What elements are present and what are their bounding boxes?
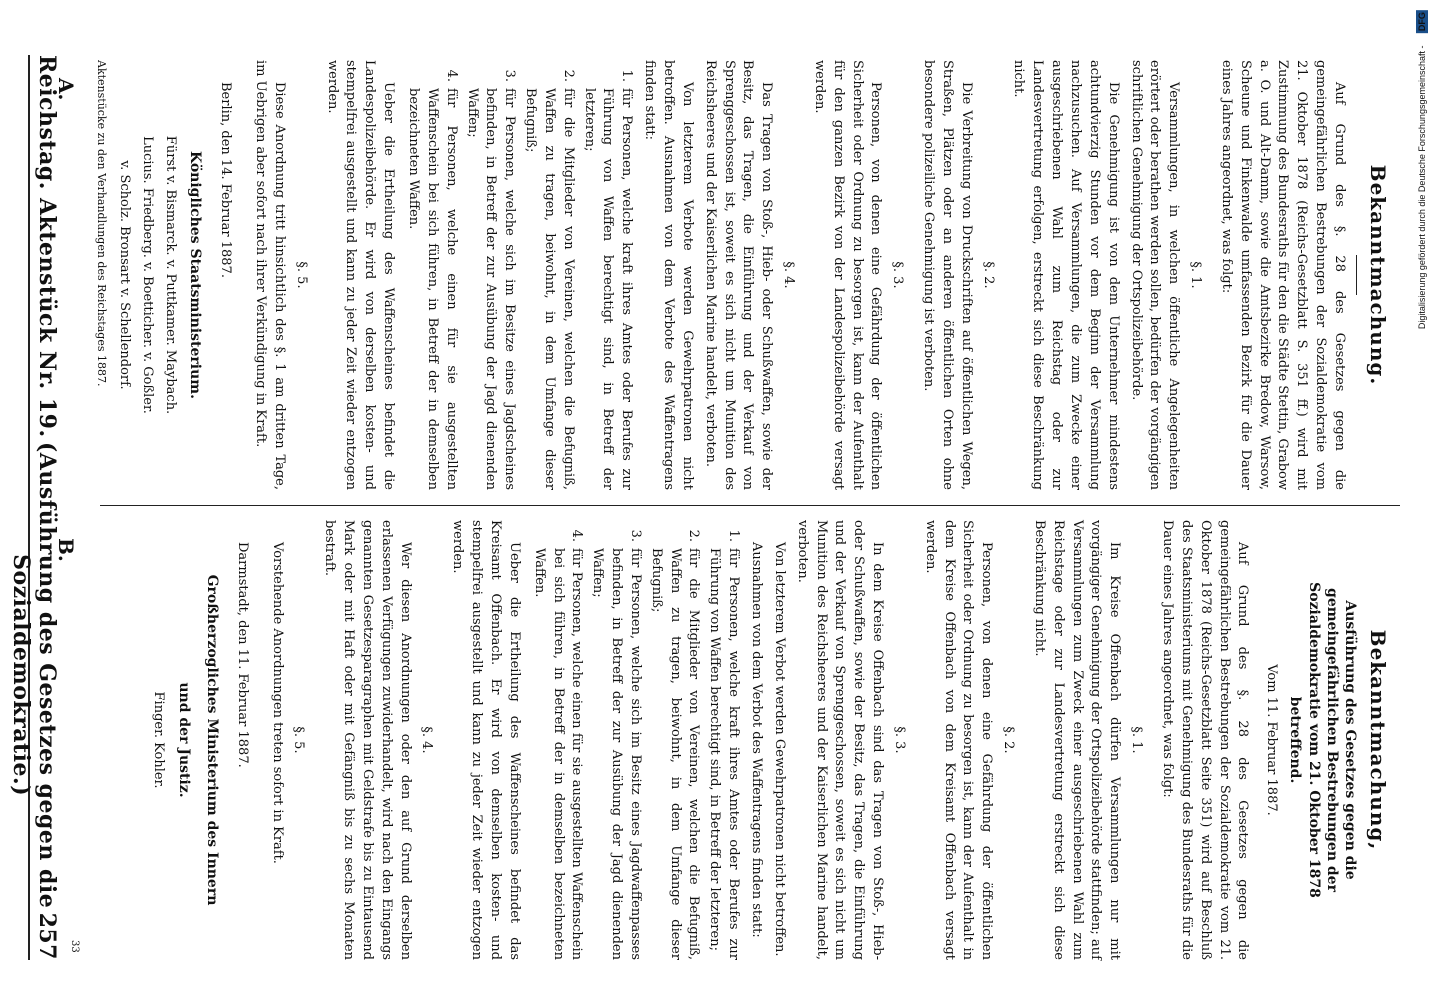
dfg-logo: DFG [1417, 12, 1427, 31]
list-number: 4. [443, 69, 459, 82]
column-a-letter: A. [54, 78, 78, 101]
section-label: §. 4. [781, 261, 797, 289]
section-label: §. 4. [419, 726, 435, 754]
section-label: §. 5. [293, 261, 309, 289]
column-a [54, 60, 1400, 490]
list-number: 3. [502, 69, 518, 82]
ministry-name: Königliches Staatsministerium. [187, 150, 204, 399]
signatures: Finger. Kohler. [151, 691, 167, 789]
signatures: Fürst v. Bismarck. v. Puttkamer. Maybach. [163, 135, 179, 415]
list-number: 1. [619, 69, 635, 82]
scan-credit [1412, 0, 1432, 1000]
list-item [587, 520, 644, 960]
place-date: Berlin, den 14. Februar 1887. [218, 82, 234, 278]
paragraph: Personen, von denen eine Gefährdung der öffentlichen Sicherheit oder Ordnung zu besorgen ist, kann der Aufenthalt für den ganzen Bezirk von der Landespolizeibehörde versagt werden. [811, 60, 884, 490]
column-a-intro: Auf Grund des §. 28 des Gesetzes gegen die gemeingefährlichen Bestrebungen der Sozialdemokratie vom 21. Oktober 1878 (Reichs-Gesetzblatt S. 351 ff.) wird mit Zustimmung des Bundesraths für den die Städte Stettin, Grabow a. O. und Alt-Damm, sowie die Amtsbezirke Bredow, Warsow, Scheune und Finkenwalde umfassenden Bezirk für die Dauer eines Jahres angeordnet, was folgt: [1218, 60, 1347, 490]
paragraph: Vorstehende Anordnungen treten sofort in Kraft. [269, 542, 285, 864]
exception-list-a [401, 60, 635, 490]
paragraph: Von letzterem Verbot werden Gewehrpatronen nicht betroffen. [771, 542, 787, 957]
list-number: 3. [627, 529, 643, 542]
paragraph: In dem Kreise Offenbach sind das Tragen von Stoß-, Hieb- oder Schußwaffen, sowie der Besitz, das Tragen, die Einführung und der Verkauf von Sprenggeschossen, soweit es sich nicht um Munition des Reichsheeres und der Kaiserlichen Marine handelt, verboten. [794, 520, 886, 960]
section-label: §. 3. [891, 726, 907, 754]
column-a-heading: Bekanntmachung. [1366, 164, 1390, 386]
footnote: Aktenstücke zu den Verhandlungen des Reichstages 1887. [94, 60, 108, 387]
page-number: 257 [34, 912, 60, 960]
column-b-subhead: Ausführung des Gesetzes gegen die gemeingefährlichen Bestrebungen der Sozialdemokratie vom 21. Oktober 1878 betreffend. [1287, 582, 1358, 898]
list-number: 1. [726, 529, 742, 542]
paragraph: Ueber die Ertheilung des Waffenscheines befindet das Kreisamt Offenbach. Er wird von demselben kosten- und stempelfrei ausgestellt und kann zu jeder Zeit wieder entzogen werden. [450, 520, 522, 960]
paragraph: Ausnahmen von dem Verbot des Waffentragens finden statt: [749, 542, 764, 938]
paragraph: Ueber die Ertheilung des Waffenscheines befindet die Landespolizeibehörde. Er wird von derselben kosten- und stempelfrei ausgestellt und kann zu jeder Zeit wieder entzogen werden. [324, 60, 397, 490]
running-head-left: Reichstag. Aktenstück Nr. 19. [34, 55, 60, 438]
scan-credit-text: Digitalisierung gefördert durch die Deutsche Forschungsgemeinschaft - [1417, 45, 1427, 330]
column-b-intro: Auf Grund des §. 28 des Gesetzes gegen die gemeingefährlichen Bestrebungen der Sozialdemokratie vom 21. Oktober 1878 (Reichs-Gesetzblatt Seite 351) wird auf Beschluß des Staatsministeriums mit Genehmigung des Bundesraths für die Dauer eines Jahres angeordnet, was folgt: [1160, 520, 1251, 960]
list-item [704, 520, 742, 960]
list-text: für die Mitglieder von Vereinen, welchen die Befugniß, Waffen zu tragen, beiwohnt, in dem Umfange dieser Befugniß; [648, 548, 702, 960]
section-label: §. 5. [291, 726, 307, 754]
column-b-letter: B. [54, 538, 78, 562]
section-label: §. 1. [1188, 261, 1204, 289]
ministry-name: und der Justiz. [175, 682, 192, 798]
paragraph: Die Verbreitung von Druckschriften auf öffentlichen Wegen, Straßen, Plätzen oder an anderen öffentlichen Orten ohne besondere polizeiliche Genehmigung ist verboten. [921, 60, 974, 490]
heading-rule [1356, 255, 1357, 295]
signatures: Lucius. Friedberg. v. Boetticher. v. Goßler. [140, 136, 156, 414]
list-item [646, 520, 703, 960]
list-text: für Personen, welche sich im Besitz eines Jagdwaffenpasses befinden, in Betreff der zur Ausübung der Jagd dienenden Waffen; [590, 548, 643, 960]
list-text: für die Mitglieder von Vereinen, welchen die Befugniß, Waffen zu tragen, beiwohnt, in dem Umfange dieser Befugniß; [523, 88, 576, 490]
list-number: 4. [569, 529, 585, 542]
section-label: §. 2. [1001, 726, 1017, 754]
paragraph: Versammlungen, in welchen öffentliche Angelegenheiten erörtert oder berathen werden sollen, bedürfen der vorgängigen schriftlichen Genehmigung der Ortspolizeibehörde. [1128, 60, 1182, 490]
section-label: §. 3. [890, 261, 906, 289]
list-text: für Personen, welche einen für sie ausgestellten Waffenschein bei sich führen, in Betreff der in demselben bezeichneten Waffen. [406, 88, 459, 490]
column-b-heading: Bekanntmachung, [1366, 629, 1390, 851]
list-text: für Personen, welche kraft ihres Amtes oder Berufes zur Führung von Waffen berechtigt sind, in Betreff der letzteren; [707, 548, 742, 960]
paragraph: Wer diesen Anordnungen oder den auf Grund derselben erlassenen Verfügungen zuwiderhandelt, wird nach den Eingangs genannten Gesetzesparagraphen mit Geldstrafe bis zu Eintausend Mark oder mit Haft oder mit Gefängniß bis zu sechs Monaten bestraft. [322, 520, 413, 960]
place-date: Darmstadt, den 11. Februar 1887. [234, 542, 250, 768]
section-label: §. 1. [1129, 726, 1145, 754]
paragraph: Die Genehmigung ist von dem Unternehmer mindestens achtundvierzig Stunden vor dem Beginn der Versammlung nachzusuchen. Auf Versammlungen, die zum Zwecke einer ausgeschriebenen Wahl zum Reichstag oder zur Landesvertretung erfolgen, erstreckt sich diese Beschränkung nicht. [1011, 60, 1121, 490]
list-item [403, 60, 460, 490]
running-head [8, 55, 60, 960]
exception-list-b [527, 520, 742, 960]
signature-mark: 33 [69, 940, 80, 953]
paragraph: Im Kreise Offenbach dürfen Versammlungen nur mit vorgängiger Genehmigung der Ortspolizeibehörde stattfinden; auf Versammlungen zum Zweck einer ausgeschriebenen Wahl zum Reichstage oder zur Landesvertretung erstreckt sich diese Beschränkung nicht. [1031, 520, 1123, 960]
paragraph: Von letzterem Verbote werden Gewehrpatronen nicht betroffen. Ausnahmen von dem Verbote des Waffentragens finden statt: [642, 60, 695, 490]
list-text: für Personen, welche einen für sie ausgestellten Waffenschein bei sich führen, in Betreff der in demselben bezeichneten Waffen. [531, 548, 585, 960]
ministry-name: Großherzogliches Ministerium des Innern [203, 574, 220, 906]
list-number: 2. [686, 529, 702, 542]
paragraph: Personen, von denen eine Gefährdung der öffentlichen Sicherheit oder Ordnung zu besorgen ist, kann der Aufenthalt in dem Kreise Offenbach von dem Kreisamt Offenbach versagt werden. [922, 520, 995, 960]
list-item [462, 60, 519, 490]
list-text: für Personen, welche kraft ihres Amtes oder Berufes zur Führung von Waffen berechtigt sind, in Betreff der letzteren; [581, 88, 635, 490]
paragraph: Das Tragen von Stoß-, Hieb- oder Schußwaffen, sowie der Besitz, das Tragen, die Einführung und der Verkauf von Sprenggeschossen ist, soweit es sich nicht um Munition des Reichsheeres und der Kaiserlichen Marine handelt, verboten. [702, 60, 775, 490]
list-text: für Personen, welche sich im Besitze eines Jagdscheines befinden, in Betreff der zur Ausübung der Jagd dienenden Waffen; [464, 88, 518, 490]
section-label: §. 2. [980, 261, 996, 289]
paragraph: Diese Anordnung tritt hinsichtlich des §. 1 am dritten Tage, im Uebrigen aber sofort nach ihrer Verkündigung in Kraft. [253, 60, 287, 490]
column-divider [100, 505, 1400, 506]
column-b-date: Vom 11. Februar 1887. [1264, 664, 1280, 816]
list-item [529, 520, 586, 960]
list-number: 2. [560, 69, 576, 82]
list-item [579, 60, 636, 490]
running-head-title: (Ausführung des Gesetzes gegen die Sozialdemokratie.) [8, 441, 60, 909]
signatures: v. Scholz. Bronsart v. Schellendorf. [117, 160, 133, 390]
list-item [520, 60, 577, 490]
